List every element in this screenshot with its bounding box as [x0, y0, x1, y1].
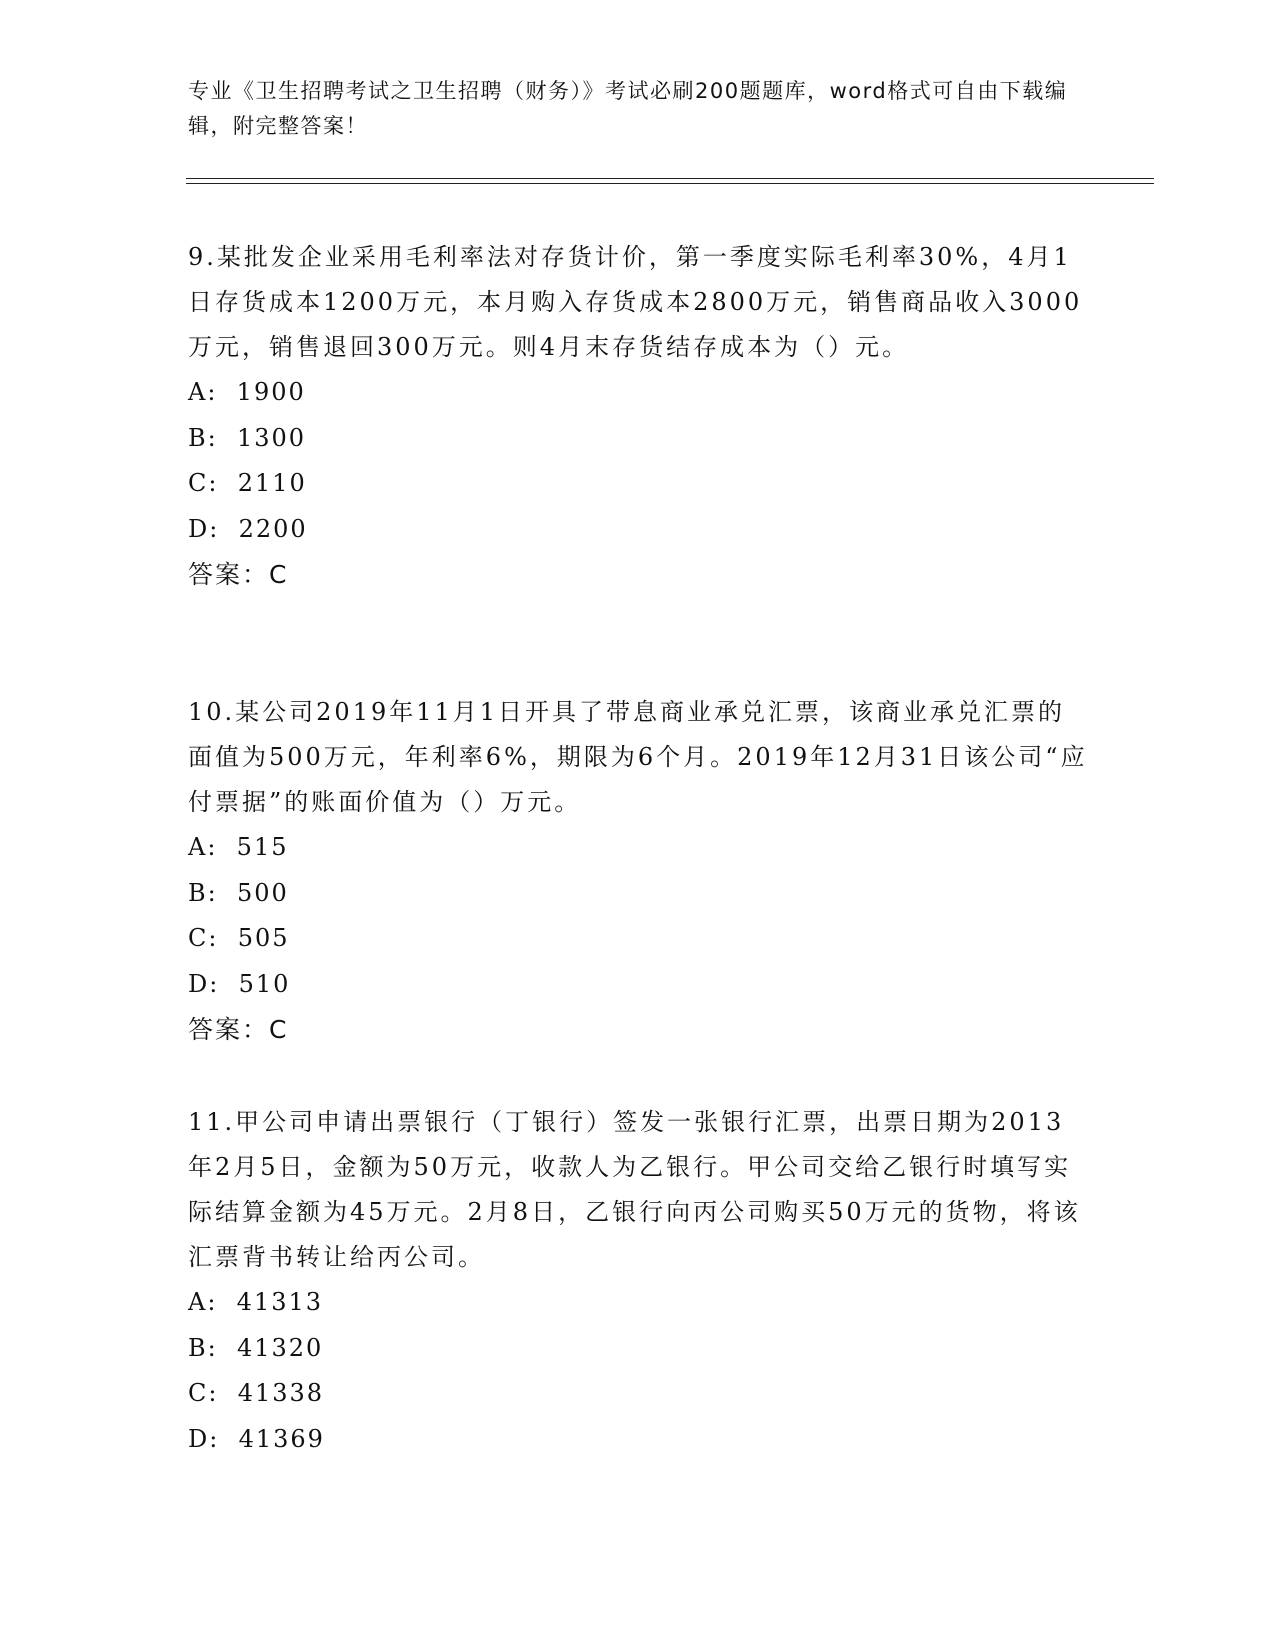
- answer-label: 答案：C: [188, 560, 289, 589]
- header-divider-bottom: [186, 183, 1154, 184]
- question-stem: 9.某批发企业采用毛利率法对存货计价，第一季度实际毛利率30%，4月1日存货成本1200万元，本月购入存货成本2800万元，销售商品收入3000万元，销售退回300万元。则4月末存货结存成本为（）元。: [188, 243, 1083, 361]
- option-d: D: 510: [188, 969, 291, 998]
- question-9: [188, 235, 1088, 597]
- option-b: B: 1300: [188, 423, 307, 452]
- option-a: A: 41313: [188, 1288, 324, 1316]
- option-c: C: 41338: [188, 1379, 325, 1407]
- document-header: 专业《卫生招聘考试之卫生招聘（财务）》考试必刷200题题库，word格式可自由下载编辑，附完整答案！: [188, 79, 1068, 138]
- option-c: C: 2110: [188, 469, 307, 497]
- option-a: A: 515: [188, 833, 289, 861]
- option-d: D: 41369: [188, 1424, 325, 1453]
- option-b: B: 500: [188, 878, 289, 907]
- option-d: D: 2200: [188, 514, 308, 543]
- question-11: [188, 1100, 1088, 1462]
- question-stem: 11.甲公司申请出票银行（丁银行）签发一张银行汇票，出票日期为2013年2月5日，金额为50万元，收款人为乙银行。甲公司交给乙银行时填写实际结算金额为45万元。2月8日，乙银行向丙公司购买50万元的货物，将该汇票背书转让给丙公司。: [188, 1108, 1081, 1271]
- header-divider-top: [186, 178, 1154, 179]
- question-stem: 10.某公司2019年11月1日开具了带息商业承兑汇票，该商业承兑汇票的面值为500万元，年利率6%，期限为6个月。2019年12月31日该公司“应付票据”的账面价值为（）万元。: [188, 698, 1088, 816]
- question-10: [188, 690, 1088, 1052]
- option-b: B: 41320: [188, 1333, 324, 1362]
- option-c: C: 505: [188, 924, 290, 952]
- answer-label: 答案：C: [188, 1015, 289, 1044]
- option-a: A: 1900: [188, 378, 306, 406]
